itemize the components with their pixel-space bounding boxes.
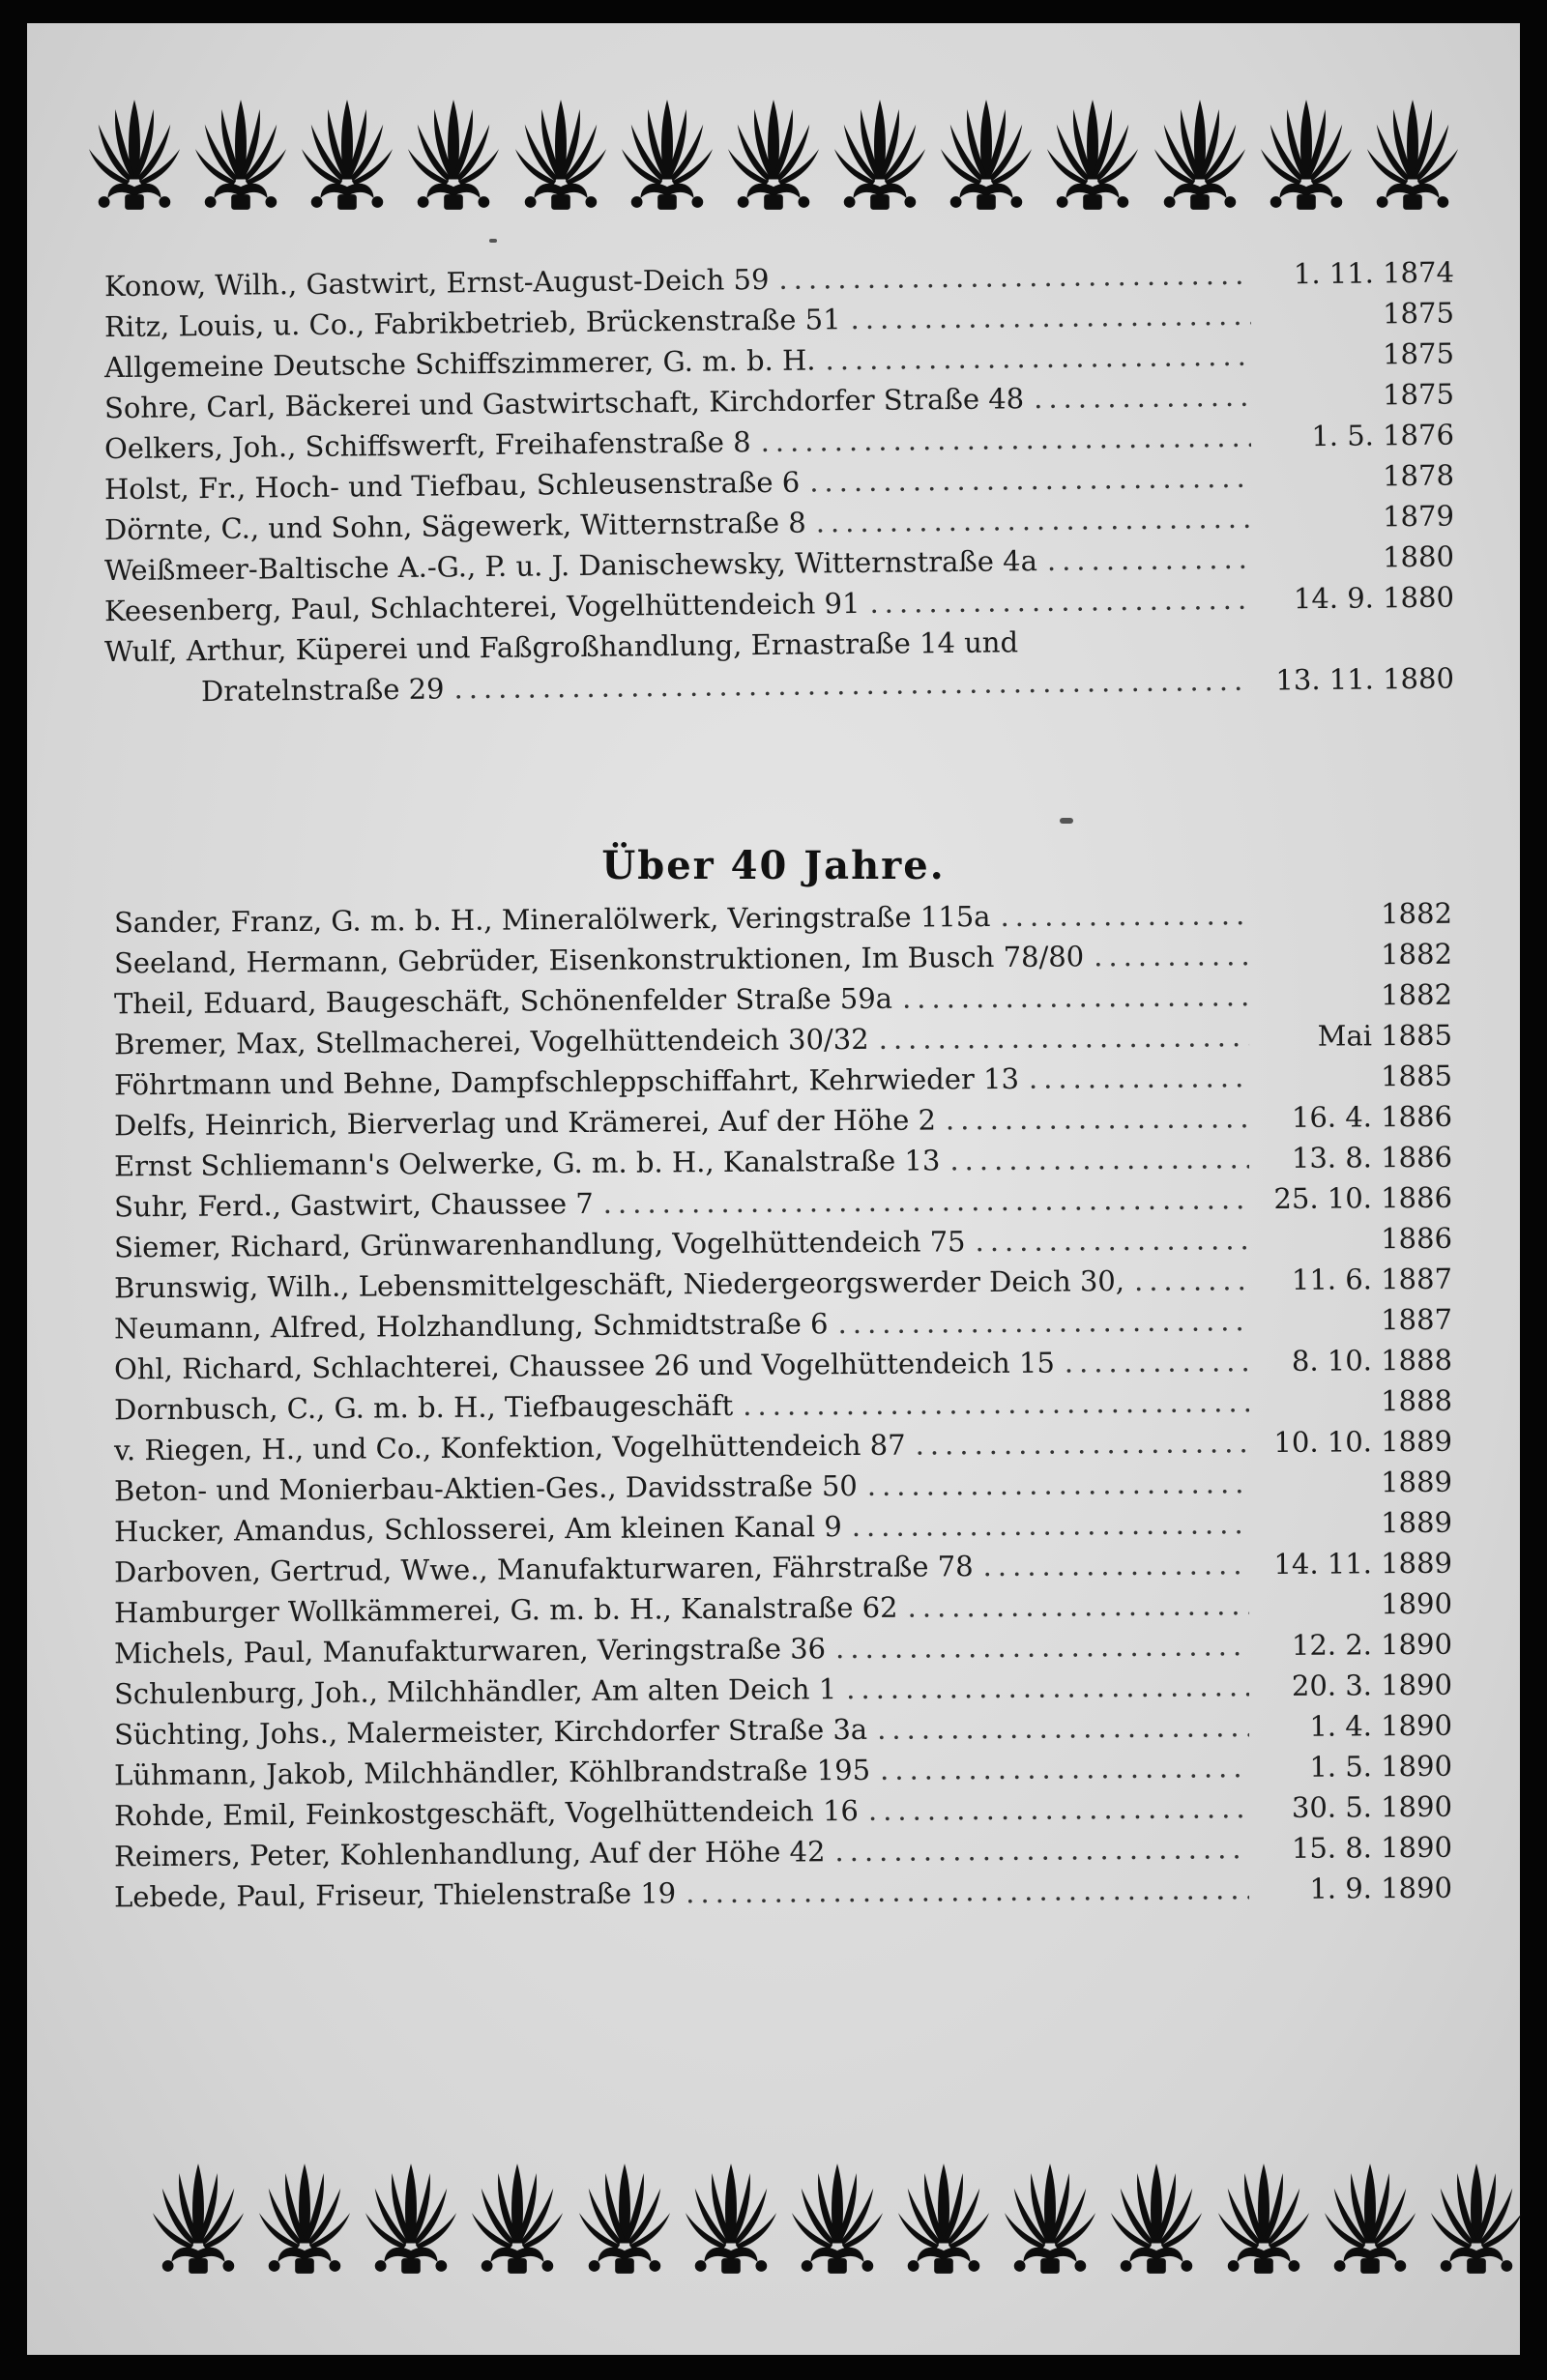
entry-date: 1886 xyxy=(1381,1221,1453,1256)
leader-dots xyxy=(603,1178,1250,1224)
entry-date: 1875 xyxy=(1382,296,1455,331)
entry-text: Brunswig, Wilh., Lebensmittelgeschäft, Niedergeorgswerder Deich 30, xyxy=(113,1264,1125,1305)
ink-speck xyxy=(489,239,497,243)
section-heading: Über 40 Jahre. xyxy=(601,843,946,888)
entry-date: 15. 8. 1890 xyxy=(1291,1830,1453,1865)
entry-date: 1878 xyxy=(1382,458,1455,493)
entry-text: Wulf, Arthur, Küperei und Faßgroßhandlung, Ernastraße 14 und xyxy=(103,625,1019,669)
leader-dots xyxy=(868,1787,1249,1831)
entry-date: 30. 5. 1890 xyxy=(1291,1789,1453,1824)
entry-text: Keesenberg, Paul, Schlachterei, Vogelhüttendeich 91 xyxy=(103,586,861,628)
leader-dots xyxy=(835,1625,1249,1669)
entry-text: Weißmeer-Baltische A.-G., P. u. J. Danischewsky, Witternstraße 4a xyxy=(103,544,1038,588)
entry-text: Dörnte, C., und Sohn, Sägewerk, Witternstraße 8 xyxy=(103,506,806,547)
palmette-ornament xyxy=(87,91,182,217)
leader-dots xyxy=(982,1544,1249,1586)
palmette-ornament xyxy=(406,91,501,217)
entry-text: Sander, Franz, G. m. b. H., Mineralölwerk, Veringstraße 115a xyxy=(113,900,991,940)
entry-date: 1. 11. 1874 xyxy=(1293,255,1455,291)
entry-date: 13. 11. 1880 xyxy=(1275,661,1455,697)
entry-date: 1879 xyxy=(1382,499,1455,534)
entry-text: Holst, Fr., Hoch- und Tiefbau, Schleusenstraße 6 xyxy=(103,465,801,507)
palmette-ornament xyxy=(1109,2155,1204,2280)
leader-dots xyxy=(915,1422,1249,1465)
leader-dots xyxy=(846,1666,1249,1709)
palmette-ornament xyxy=(513,91,608,217)
entry-date: 1890 xyxy=(1381,1586,1453,1621)
entry-date: 1875 xyxy=(1382,336,1455,371)
entry-text: Michels, Paul, Manufakturwaren, Veringstraße 36 xyxy=(113,1632,827,1670)
leader-dots xyxy=(1134,1260,1249,1301)
leader-dots xyxy=(949,1138,1249,1180)
entry-text: Ernst Schliemann's Oelwerke, G. m. b. H., Kanalstraße 13 xyxy=(113,1144,941,1183)
entry-date: 1882 xyxy=(1381,977,1453,1012)
leader-dots xyxy=(880,1747,1249,1790)
palmette-ornament xyxy=(939,91,1034,217)
entry-text: Rohde, Emil, Feinkostgeschäft, Vogelhüttendeich 16 xyxy=(113,1793,860,1833)
palmette-ornament xyxy=(300,91,394,217)
entry-date: 11. 6. 1887 xyxy=(1291,1262,1453,1296)
entry-text: Delfs, Heinrich, Bierverlag und Krämerei, Auf der Höhe 2 xyxy=(113,1103,937,1143)
palmette-ornament xyxy=(470,2155,565,2280)
palmette-ornament xyxy=(832,91,927,217)
entry-text: Beton- und Monierbau-Aktien-Ges., Davidsstraße 50 xyxy=(113,1469,858,1508)
leader-dots xyxy=(816,498,1252,543)
entry-date: 1885 xyxy=(1381,1059,1453,1093)
entries-list-top xyxy=(27,255,1520,713)
entry-text: Ritz, Louis, u. Co., Fabrikbetrieb, Brückenstraße 51 xyxy=(103,303,841,344)
entry-text: Neumann, Alfred, Holzhandlung, Schmidtstraße 6 xyxy=(113,1307,829,1346)
entry-text: Darboven, Gertrud, Wwe., Manufakturwaren, Fährstraße 78 xyxy=(113,1550,974,1589)
entry-text: Lebede, Paul, Friseur, Thielenstraße 19 xyxy=(113,1876,677,1914)
leader-dots xyxy=(907,1584,1249,1627)
entry-text: Konow, Wilh., Gastwirt, Ernst-August-Deich 59 xyxy=(103,262,770,304)
leader-dots xyxy=(879,1016,1250,1059)
entry-date: 1. 5. 1876 xyxy=(1311,418,1455,453)
leader-dots xyxy=(686,1869,1249,1913)
entry-date: 1880 xyxy=(1382,539,1455,574)
leader-dots xyxy=(946,1097,1249,1140)
leader-dots xyxy=(877,1706,1249,1750)
entry-text: Lühmann, Jakob, Milchhändler, Köhlbrandstraße 195 xyxy=(113,1753,871,1792)
leader-dots xyxy=(760,417,1251,462)
entry-text: Oelkers, Joh., Schiffswerft, Freihafenstraße 8 xyxy=(103,425,751,466)
palmette-ornament xyxy=(620,91,715,217)
entry-date: 1887 xyxy=(1381,1302,1453,1337)
entry-text: Süchting, Johs., Malermeister, Kirchdorfer Straße 3a xyxy=(113,1712,868,1752)
palmette-ornament xyxy=(1003,2155,1097,2280)
palmette-ornament xyxy=(257,2155,352,2280)
leader-dots xyxy=(778,254,1251,300)
entry-date: 1875 xyxy=(1382,377,1455,412)
leader-dots xyxy=(975,1219,1249,1262)
palmette-ornament xyxy=(684,2155,778,2280)
palmette-ornament xyxy=(1045,91,1140,217)
leader-dots xyxy=(1065,1341,1249,1382)
entry-text: Sohre, Carl, Bäckerei und Gastwirtschaft, Kirchdorfer Straße 48 xyxy=(103,382,1025,425)
entry-date: 13. 8. 1886 xyxy=(1291,1140,1453,1175)
palmette-ornament xyxy=(1259,91,1354,217)
palmette-ornament xyxy=(1216,2155,1311,2280)
entry-date: 10. 10. 1889 xyxy=(1273,1424,1453,1459)
leader-dots xyxy=(1029,1057,1249,1099)
leader-dots xyxy=(867,1463,1249,1506)
leader-dots xyxy=(1047,538,1251,581)
palmette-ornament xyxy=(896,2155,991,2280)
entry-text: Theil, Eduard, Baugeschäft, Schönenfelder Straße 59a xyxy=(113,981,893,1021)
palmette-ornament xyxy=(577,2155,672,2280)
entry-text: Allgemeine Deutsche Schiffszimmerer, G. m. b. H. xyxy=(103,343,816,385)
entry-date: 16. 4. 1886 xyxy=(1291,1099,1453,1134)
ink-speck xyxy=(1060,818,1073,824)
palmette-ornament xyxy=(151,2155,246,2280)
entry-text: Dratelnstraße 29 xyxy=(200,672,445,709)
palmette-ornament xyxy=(1365,91,1460,217)
entry-date: 8. 10. 1888 xyxy=(1291,1343,1453,1378)
palmette-ornament xyxy=(193,91,288,217)
entry-date: 12. 2. 1890 xyxy=(1291,1627,1453,1662)
entry-text: Ohl, Richard, Schlachterei, Chaussee 26 und Vogelhüttendeich 15 xyxy=(113,1346,1055,1386)
leader-dots xyxy=(902,975,1249,1019)
leader-dots xyxy=(837,1300,1249,1344)
palmette-ornament xyxy=(1153,91,1247,217)
palmette-ornament xyxy=(1429,2155,1524,2280)
leader-dots xyxy=(825,335,1251,381)
palmette-ornament xyxy=(790,2155,885,2280)
entry-date: 14. 9. 1880 xyxy=(1293,580,1455,616)
leader-dots xyxy=(1000,894,1249,937)
entry-date: 1888 xyxy=(1381,1383,1453,1418)
entry-text: Suhr, Ferd., Gastwirt, Chaussee 7 xyxy=(113,1186,594,1224)
leader-dots xyxy=(453,660,1251,710)
entry-date: 1889 xyxy=(1381,1465,1453,1499)
leader-dots xyxy=(834,1828,1249,1872)
palmette-ornament xyxy=(364,2155,458,2280)
entry-date: 1889 xyxy=(1381,1505,1453,1540)
entry-text: Schulenburg, Joh., Milchhändler, Am alten Deich 1 xyxy=(113,1672,837,1711)
entry-date: 14. 11. 1889 xyxy=(1273,1546,1453,1581)
palmette-ornament xyxy=(726,91,821,217)
entry-date: 1. 4. 1890 xyxy=(1309,1708,1453,1743)
leader-dots xyxy=(1094,935,1249,976)
bottom-palmette-border xyxy=(151,2145,1524,2280)
entry-text: Föhrtmann und Behne, Dampfschleppschiffahrt, Kehrwieder 13 xyxy=(113,1061,1020,1102)
entry-date: 20. 3. 1890 xyxy=(1291,1668,1453,1702)
entry-date: 1. 5. 1890 xyxy=(1309,1749,1453,1784)
entry-text: Bremer, Max, Stellmacherei, Vogelhüttendeich 30/32 xyxy=(113,1022,869,1061)
entry-date: Mai 1885 xyxy=(1317,1018,1453,1053)
entry-text: v. Riegen, H., und Co., Konfektion, Vogelhüttendeich 87 xyxy=(113,1428,906,1467)
entry-text: Seeland, Hermann, Gebrüder, Eisenkonstruktionen, Im Busch 78/80 xyxy=(113,940,1085,980)
entry-date: 1882 xyxy=(1381,937,1453,972)
entry-text: Hucker, Amandus, Schlosserei, Am kleinen Kanal 9 xyxy=(113,1510,842,1549)
palmette-ornament xyxy=(1323,2155,1417,2280)
entry-date: 25. 10. 1886 xyxy=(1273,1180,1453,1215)
leader-dots xyxy=(1034,376,1251,419)
entry-text: Reimers, Peter, Kohlenhandlung, Auf der Höhe 42 xyxy=(113,1835,826,1873)
top-palmette-border xyxy=(87,91,1460,217)
entry-date: 1. 9. 1890 xyxy=(1309,1871,1453,1905)
entry-date: 1882 xyxy=(1381,896,1453,931)
leader-dots xyxy=(869,579,1251,624)
entry-text: Dornbusch, C., G. m. b. H., Tiefbaugeschäft xyxy=(113,1388,734,1427)
leader-dots xyxy=(850,295,1251,339)
leader-dots xyxy=(852,1503,1250,1547)
document-page xyxy=(27,23,1520,2355)
leader-dots xyxy=(743,1381,1249,1426)
entry-text: Siemer, Richard, Grünwarenhandlung, Vogelhüttendeich 75 xyxy=(113,1225,966,1264)
entry-text: Hamburger Wollkämmerei, G. m. b. H., Kanalstraße 62 xyxy=(113,1590,898,1630)
entries-list-bottom xyxy=(27,896,1520,1918)
leader-dots xyxy=(809,457,1251,503)
